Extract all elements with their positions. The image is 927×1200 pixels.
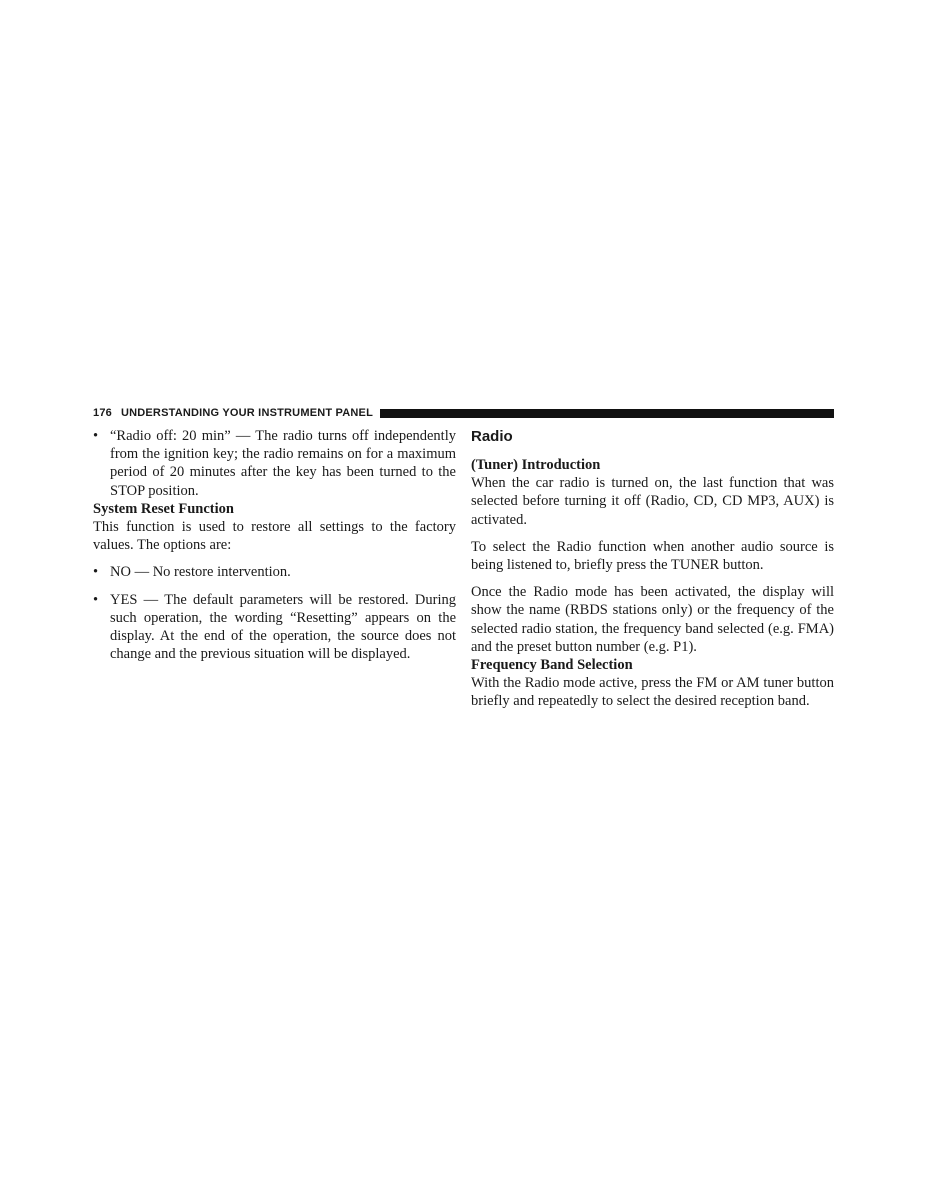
bullet-yes: YES — The default parameters will be restored. During such operation, the wording “Resetting” appears on the display. At the end of the operation, the source does not change and the previous situation will be displayed. xyxy=(110,591,456,663)
bullet-icon: • xyxy=(93,564,99,581)
header-rule xyxy=(380,409,834,418)
list-item xyxy=(93,591,456,664)
bullet-no: NO — No restore intervention. xyxy=(110,564,291,581)
page-number: 176 xyxy=(93,407,112,419)
section-title: UNDERSTANDING YOUR INSTRUMENT PANEL xyxy=(120,407,374,419)
para-display: Once the Radio mode has been activated, the display will show the name (RBDS stations only) or the frequency of the selected radio station, the frequency band selected (e.g. FMA) and the preset button number (e.g. P1). xyxy=(471,584,834,655)
left-column xyxy=(93,427,456,663)
section-heading-radio: Radio xyxy=(471,428,513,445)
page-header xyxy=(93,405,834,421)
para-select: To select the Radio function when another audio source is being listened to, briefly press the TUNER button. xyxy=(471,538,834,574)
para-system-reset: This function is used to restore all settings to the factory values. The options are: xyxy=(93,519,456,554)
heading-system-reset: System Reset Function xyxy=(93,500,234,517)
list-item xyxy=(93,563,456,581)
para-intro: When the car radio is turned on, the last function that was selected before turning it off (Radio, CD, CD MP3, AUX) is activated. xyxy=(471,475,834,528)
heading-frequency-band: Frequency Band Selection xyxy=(471,657,633,674)
bullet-icon: • xyxy=(93,428,99,444)
right-column xyxy=(471,427,834,711)
list-item xyxy=(93,427,456,500)
bullet-radio-off: “Radio off: 20 min” — The radio turns off independently from the ignition key; the radio remains on for a maximum period of 20 minutes after the key has been turned to the STOP position. xyxy=(110,428,456,499)
para-band: With the Radio mode active, press the FM or AM tuner button briefly and repeatedly to select the desired reception band. xyxy=(471,675,834,710)
heading-tuner-intro: (Tuner) Introduction xyxy=(471,457,601,473)
bullet-icon: • xyxy=(93,591,99,608)
